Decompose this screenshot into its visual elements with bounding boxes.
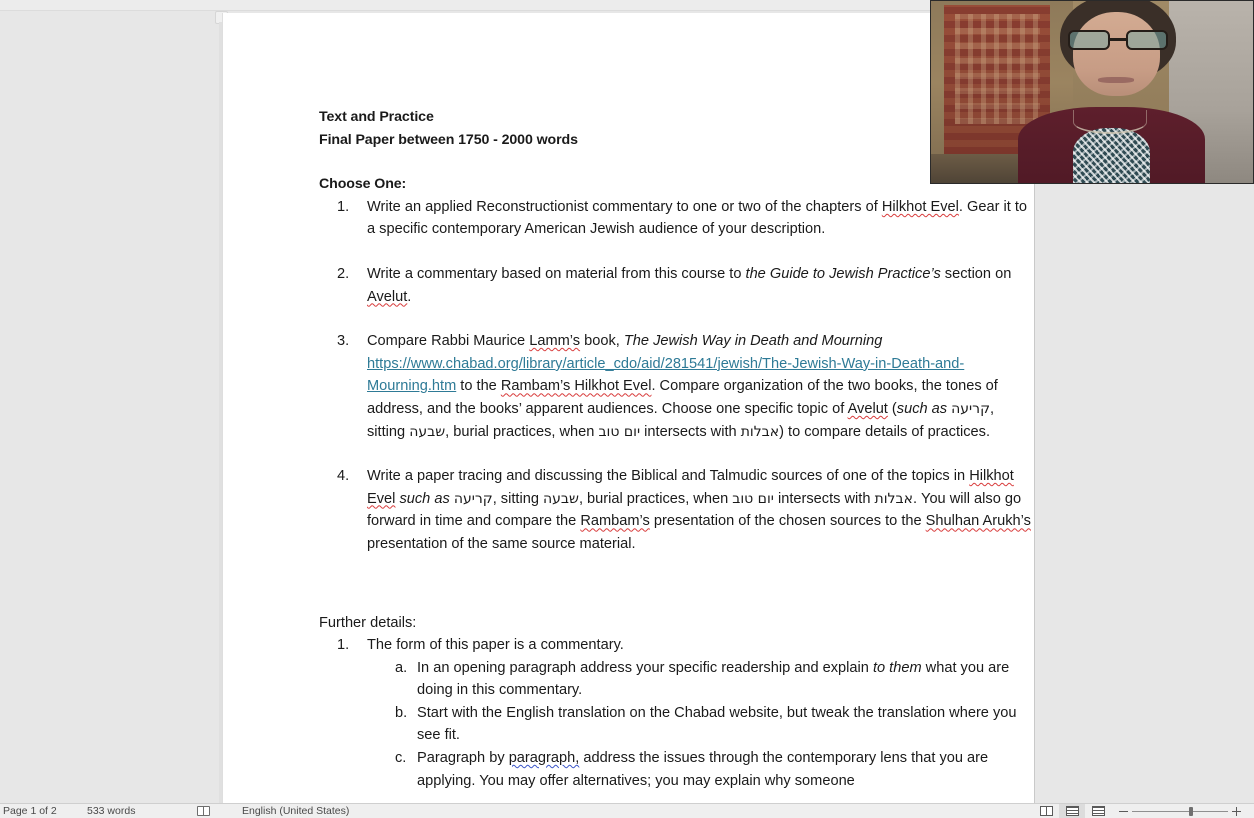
- word-count[interactable]: 533 words: [87, 805, 136, 817]
- sub-list-marker: b.: [395, 704, 408, 721]
- body-text: , burial practices, when: [578, 490, 733, 507]
- status-bar-left: [0, 805, 349, 817]
- glasses-bridge: [1110, 38, 1126, 41]
- print-layout-icon: [1066, 806, 1079, 816]
- body-text: what you are doing in this commentary.: [417, 659, 1010, 699]
- spellcheck-flagged-text: Hilkhot Evel: [881, 198, 959, 215]
- person-shirt: [1073, 128, 1150, 183]
- list-item[interactable]: [319, 330, 1035, 443]
- body-text: Write a commentary based on material from this course to: [367, 265, 746, 282]
- list-marker: 1.: [337, 637, 350, 654]
- spellcheck-flagged-text: Avelut: [847, 400, 888, 417]
- document-page[interactable]: [222, 13, 1035, 804]
- body-text: ) to compare details of practices.: [779, 423, 991, 440]
- list-item[interactable]: [319, 263, 1035, 308]
- web-layout-icon: [1092, 806, 1105, 816]
- list-marker: 1.: [337, 198, 350, 215]
- list-item-text: [367, 333, 998, 439]
- zoom-in-icon[interactable]: [1232, 807, 1241, 816]
- body-text: , sitting: [367, 400, 995, 440]
- webcam-video-overlay[interactable]: [930, 0, 1254, 184]
- italic-text: to them: [872, 659, 922, 676]
- hebrew-text: קריעה: [453, 490, 493, 507]
- further-details-heading: Further details:: [319, 614, 417, 631]
- doc-subtitle: Final Paper between 1750 - 2000 words: [319, 131, 578, 148]
- doc-title: Text and Practice: [319, 109, 434, 125]
- hebrew-text: אבלות: [740, 423, 780, 440]
- body-text: Start with the English translation on the Chabad website, but tweak the translation where you see fit.: [417, 704, 1017, 744]
- body-text: section on: [940, 265, 1012, 282]
- web-layout-button[interactable]: [1085, 804, 1111, 818]
- spacer: [319, 151, 1035, 173]
- sub-list-marker: c.: [395, 750, 407, 767]
- body-text: intersects with: [640, 423, 741, 440]
- sub-list-item-text: [417, 660, 1009, 699]
- list-marker: 2.: [337, 265, 350, 282]
- language-indicator[interactable]: English (United States): [242, 805, 350, 817]
- body-text: . Gear it to a specific contemporary American Jewish audience of your description.: [367, 198, 1028, 238]
- list-marker: 3.: [337, 333, 350, 350]
- italic-text: The Jewish Way in Death and Mourning: [623, 333, 883, 350]
- body-text: book,: [580, 333, 624, 350]
- body-text: presentation of the same source material.: [367, 535, 636, 552]
- sub-list-item[interactable]: [367, 702, 1035, 747]
- zoom-slider-thumb[interactable]: [1189, 807, 1193, 816]
- body-text: to the: [456, 378, 501, 395]
- body-text: . You will also go forward in time and compare the: [367, 490, 1022, 530]
- zoom-slider[interactable]: [1119, 807, 1250, 816]
- hebrew-text: שבעה: [543, 490, 579, 507]
- hebrew-text: קריעה: [951, 400, 991, 417]
- body-text: The form of this paper is a commentary.: [367, 637, 624, 654]
- print-layout-button[interactable]: [1059, 804, 1085, 818]
- person-face: [1073, 12, 1160, 96]
- list-item-text: [367, 266, 1011, 305]
- choose-one-heading: Choose One:: [319, 176, 407, 193]
- body-text: intersects with: [773, 490, 875, 507]
- person-glasses: [1068, 30, 1168, 50]
- person-mouth: [1098, 77, 1133, 82]
- document-body[interactable]: [223, 13, 1035, 792]
- body-text: , burial practices, when: [445, 423, 599, 440]
- list-item[interactable]: [319, 634, 1035, 792]
- hebrew-text: שבעה: [409, 423, 446, 440]
- spacer: [319, 556, 1035, 612]
- status-bar-right: [1033, 804, 1254, 818]
- spellcheck-flagged-text: Lamm’s: [529, 333, 581, 350]
- list-item-text: [367, 637, 624, 653]
- italic-text: such as: [399, 490, 450, 507]
- sub-list-item-text: [417, 705, 1017, 744]
- status-bar: [0, 803, 1254, 818]
- read-mode-icon: [1040, 806, 1053, 816]
- body-text: address the issues through the contemporary lens that you are applying. You may offer alternatives; you may explain why someone: [417, 750, 989, 789]
- spellcheck-flagged-text: Rambam’s: [580, 513, 650, 530]
- spellcheck-flagged-text: Hilkhot Evel: [367, 468, 1014, 507]
- list-item-text: [367, 199, 1027, 238]
- body-text: .: [407, 288, 412, 305]
- list-marker: 4.: [337, 468, 350, 485]
- body-text: Write a paper tracing and discussing the Biblical and Talmudic sources of one of the topics in: [367, 468, 970, 485]
- list-item[interactable]: [319, 465, 1035, 555]
- list-item-text: [367, 468, 1031, 552]
- hebrew-text: יום טוב: [732, 490, 774, 507]
- choose-one-list: [319, 196, 1035, 556]
- body-text: Compare Rabbi Maurice: [367, 333, 530, 350]
- zoom-slider-track[interactable]: [1132, 811, 1228, 812]
- body-text: Paragraph by: [417, 750, 509, 767]
- page-count[interactable]: Page 1 of 2: [3, 805, 57, 817]
- hebrew-text: אבלות: [874, 490, 913, 507]
- person-necklace: [1073, 110, 1147, 134]
- italic-text: the Guide to Jewish Practice’s: [745, 265, 941, 282]
- body-text: , sitting: [492, 490, 543, 507]
- spellcheck-flagged-text: Rambam’s Hilkhot Evel: [500, 378, 652, 395]
- body-text: In an opening paragraph address your specific readership and explain: [417, 659, 873, 676]
- sub-list-item[interactable]: [367, 747, 1035, 792]
- proofing-icon-glyph: [197, 806, 210, 816]
- read-mode-button[interactable]: [1033, 804, 1059, 818]
- further-details-list: [319, 634, 1035, 792]
- spellcheck-flagged-text: Shulhan Arukh’s: [925, 513, 1031, 530]
- list-item[interactable]: [319, 196, 1035, 241]
- body-text: presentation of the chosen sources to the: [649, 513, 926, 530]
- body-text: Write an applied Reconstructionist commentary to one or two of the chapters of: [367, 198, 882, 215]
- sub-list-item[interactable]: [367, 657, 1035, 702]
- hebrew-text: יום טוב: [598, 423, 641, 440]
- glasses-lens-left: [1068, 30, 1110, 50]
- zoom-out-icon[interactable]: [1119, 807, 1128, 816]
- sub-list-item-text: [417, 750, 988, 789]
- italic-text: such as: [896, 400, 948, 417]
- proofing-errors-icon[interactable]: [197, 806, 242, 816]
- sub-list-marker: a.: [395, 659, 408, 676]
- spellcheck-flagged-text: Avelut: [367, 288, 408, 305]
- body-text: (: [887, 400, 897, 417]
- glasses-lens-right: [1126, 30, 1168, 50]
- body-text: . Compare organization of the two books, the tones of address, and the books’ apparent audiences. Choose one specific topic of: [367, 378, 998, 417]
- sub-list: [367, 657, 1035, 793]
- chabad-article-link[interactable]: https://www.chabad.org/library/article_cdo/aid/281541/jewish/The-Jewish-Way-in-Death-and-Mourning.htm: [367, 355, 965, 395]
- grammar-flagged-text: paragraph,: [508, 750, 580, 767]
